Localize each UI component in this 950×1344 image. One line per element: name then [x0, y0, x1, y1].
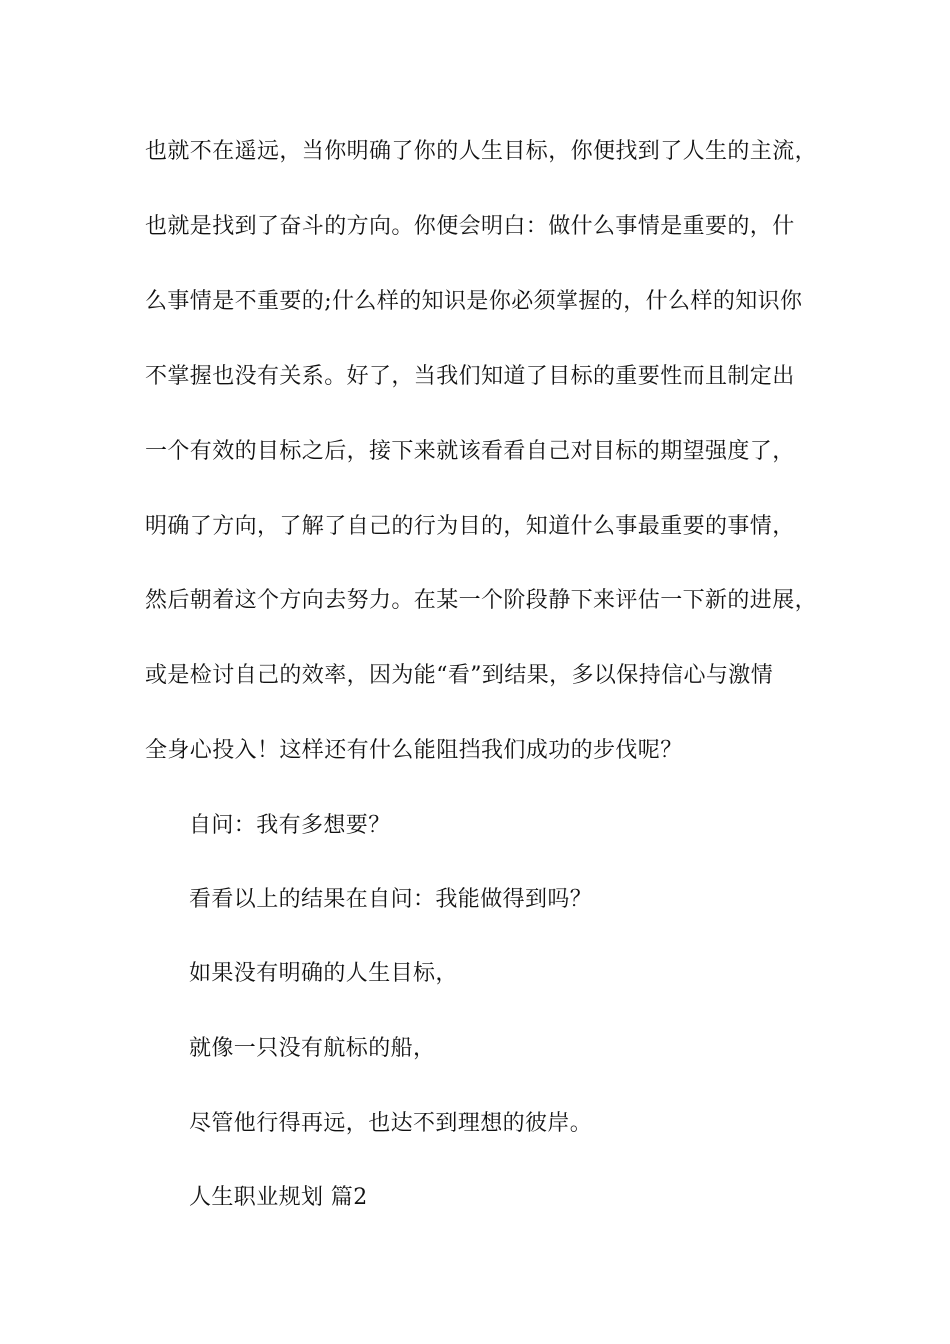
body-text-line: 或是检讨自己的效率，因为能“看”到结果，多以保持信心与激情 — [145, 663, 774, 688]
body-text-line: 然后朝着这个方向去努力。在某一个阶段静下来评估一下新的进展， — [145, 588, 818, 613]
short-paragraph: 看看以上的结果在自问：我能做得到吗？ — [189, 887, 593, 912]
body-text-line: 也就是找到了奋斗的方向。你便会明白：做什么事情是重要的，什 — [145, 214, 795, 239]
short-paragraph: 自问：我有多想要？ — [189, 813, 391, 838]
body-text-line: 不掌握也没有关系。好了，当我们知道了目标的重要性而且制定出 — [145, 364, 795, 389]
body-text-line: 也就不在遥远，当你明确了你的人生目标，你便找到了人生的主流， — [145, 139, 818, 164]
short-paragraph: 尽管他行得再远，也达不到理想的彼岸。 — [189, 1111, 593, 1136]
body-text-line: 么事情是不重要的;什么样的知识是你必须掌握的，什么样的知识你 — [145, 289, 803, 314]
section-heading: 人生职业规划 篇2 — [189, 1185, 368, 1210]
short-paragraph: 就像一只没有航标的船， — [189, 1036, 436, 1061]
body-text-line: 明确了方向，了解了自己的行为目的，知道什么事最重要的事情， — [145, 514, 795, 539]
body-text-line: 全身心投入！这样还有什么能阻挡我们成功的步伐呢？ — [145, 738, 683, 763]
body-text-line: 一个有效的目标之后，接下来就该看看自己对目标的期望强度了， — [145, 439, 795, 464]
short-paragraph: 如果没有明确的人生目标， — [189, 961, 458, 986]
